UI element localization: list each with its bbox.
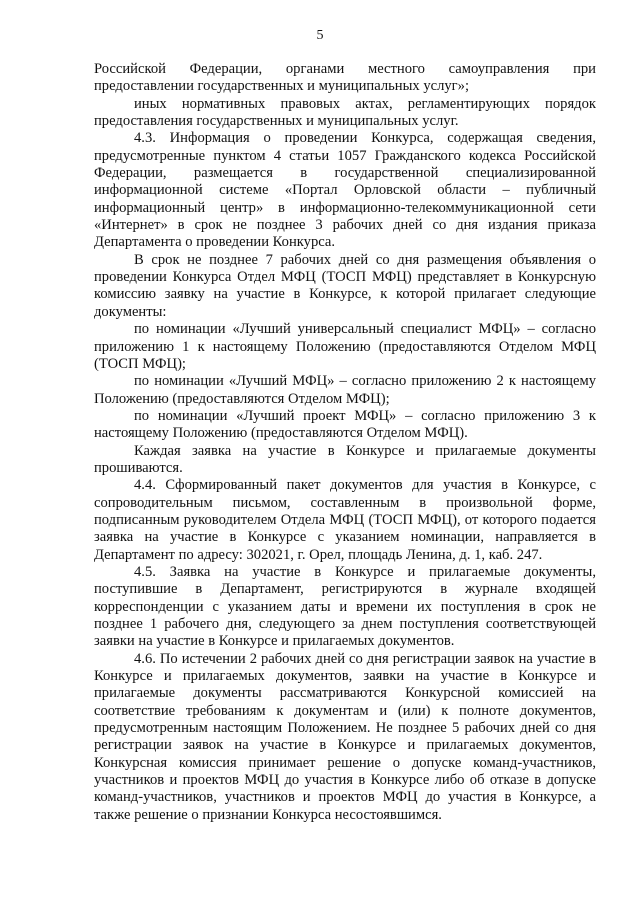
paragraph-other-normative-acts: иных нормативных правовых актах, регламентирующих порядок предоставления государственных и муниципальных услуг. xyxy=(94,95,596,130)
paragraph-4-5: 4.5. Заявка на участие в Конкурсе и прилагаемые документы, поступившие в Департамент, регистрируются в журнале входящей корреспонденции с указанием даты и времени их поступления в срок не позднее 1 рабочего дня, следующего за днем поступления соответствующей заявки на участие в Конкурсе и прилагаемых документов. xyxy=(94,563,596,650)
paragraph-continuation: Российской Федерации, органами местного самоуправления при предоставлении государственных и муниципальных услуг»; xyxy=(94,61,596,95)
paragraph-nomination-specialist: по номинации «Лучший универсальный специалист МФЦ» – согласно приложению 1 к настоящему Положению (предоставляются Отделом МФЦ (ТОСП МФЦ); xyxy=(94,321,596,372)
paragraph-binding: Каждая заявка на участие в Конкурсе и прилагаемые документы прошиваются. xyxy=(94,442,596,476)
document-body xyxy=(94,61,596,824)
paragraph-4-6: 4.6. По истечении 2 рабочих дней со дня регистрации заявок на участие в Конкурсе и прилагаемых документов, заявки на участие в Конкурсе и прилагаемые документы рассматриваются Конкурсной комиссией на соответствие требованиям к документам и (или) к полноте документов, предусмотренным настоящим Положением. Не позднее 5 рабочих дней со дня регистрации заявок на участие в Конкурсе и прилагаемых документов, Конкурсная комиссия принимает решение о допуске команд-участников, участников и проектов МФЦ до участия в Конкурсе либо об отказе в допуске команд-участников, участников и проектов МФЦ до участия в Конкурсе, а также решение о признании Конкурса несостоявшимся. xyxy=(94,650,596,823)
paragraph-4-4: 4.4. Сформированный пакет документов для участия в Конкурсе, с сопроводительным письмом, составленным в произвольной форме, подписанным руководителем Отдела МФЦ (ТОСП МФЦ), от которого подается заявка на участие в Конкурсе с указанием номинации, направляется в Департамент по адресу: 302021, г. Орел, площадь Ленина, д. 1, каб. 247. xyxy=(94,477,596,563)
paragraph-nomination-mfc: по номинации «Лучший МФЦ» – согласно приложению 2 к настоящему Положению (предоставляются Отделом МФЦ); xyxy=(94,373,596,407)
paragraph-4-3: 4.3. Информация о проведении Конкурса, содержащая сведения, предусмотренные пунктом 4 статьи 1057 Гражданского кодекса Российской Федерации, размещается в государственной специализированной информационной системе «Портал Орловской области – публичный информационный центр» в информационно-телекоммуникационной сети «Интернет» в срок не позднее 3 рабочих дней со дня издания приказа Департамента о проведении Конкурса. xyxy=(94,130,596,251)
paragraph-application-deadline: В срок не позднее 7 рабочих дней со дня размещения объявления о проведении Конкурса Отдел МФЦ (ТОСП МФЦ) представляет в Конкурсную комиссию заявку на участие в Конкурсе, к которой прилагает следующие документы: xyxy=(94,251,596,320)
paragraph-nomination-project: по номинации «Лучший проект МФЦ» – согласно приложению 3 к настоящему Положению (предоставляются Отделом МФЦ). xyxy=(94,407,596,442)
page-number: 5 xyxy=(316,28,324,43)
